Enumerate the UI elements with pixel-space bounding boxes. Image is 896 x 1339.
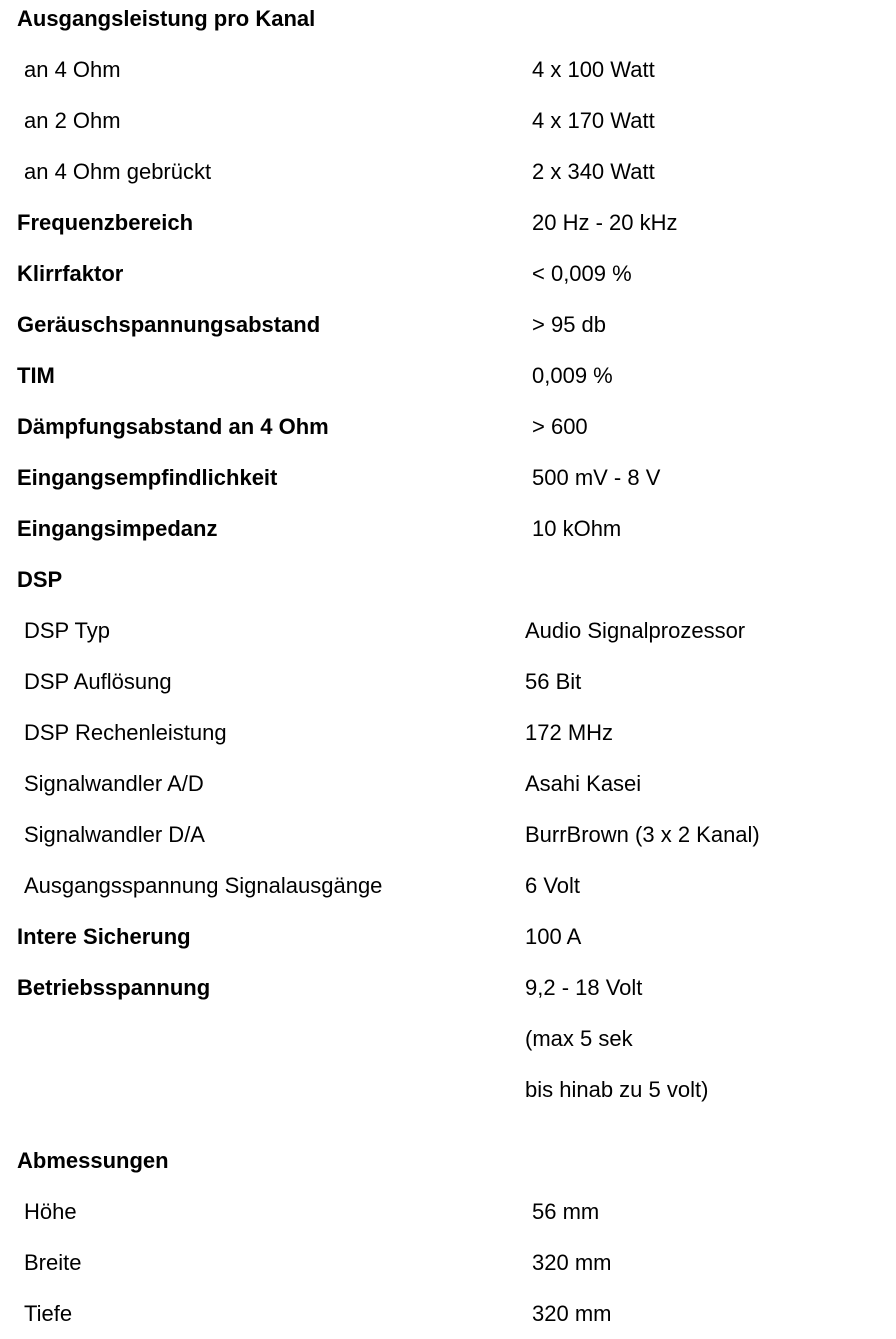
spec-row-converter-da: [0, 809, 896, 860]
spec-label: Intere Sicherung: [17, 924, 191, 949]
spec-row-2-ohm: [0, 95, 896, 146]
spec-row-converter-ad: [0, 758, 896, 809]
spec-value: 100 A: [525, 924, 582, 949]
spec-label: an 4 Ohm: [24, 57, 121, 82]
spec-row-dsp-header: [0, 554, 896, 605]
spec-row-width: [0, 1237, 896, 1288]
spec-row-internal-fuse: [0, 911, 896, 962]
spec-label: an 2 Ohm: [24, 108, 121, 133]
spec-value: 172 MHz: [525, 720, 614, 745]
spec-label: Signalwandler A/D: [24, 771, 204, 796]
spec-value: 9,2 - 18 Volt: [525, 975, 643, 1000]
spec-value: 6 Volt: [525, 873, 581, 898]
spec-value: 4 x 100 Watt: [532, 57, 655, 82]
spec-value: > 95 db: [532, 312, 607, 337]
spec-label: Dämpfungsabstand an 4 Ohm: [17, 414, 329, 439]
spec-label: DSP Auflösung: [24, 669, 172, 694]
spec-label: Ausgangsspannung Signalausgänge: [24, 873, 383, 898]
spec-label: Eingangsempfindlichkeit: [17, 465, 278, 490]
spec-value: Asahi Kasei: [525, 771, 642, 796]
spec-row-snr: [0, 299, 896, 350]
spec-row-input-sensitivity: [0, 452, 896, 503]
spec-row-depth: [0, 1288, 896, 1339]
spec-label: DSP Typ: [24, 618, 111, 643]
spec-label: Abmessungen: [17, 1148, 169, 1173]
spec-row-operating-voltage: [0, 962, 896, 1013]
spec-label: an 4 Ohm gebrückt: [24, 159, 212, 184]
spec-row-height: [0, 1186, 896, 1237]
spec-value: < 0,009 %: [532, 261, 632, 286]
spec-value: 0,009 %: [532, 363, 613, 388]
spec-label: Geräuschspannungsabstand: [17, 312, 321, 337]
spec-label: Eingangsimpedanz: [17, 516, 218, 541]
spec-row-output-power-header: [0, 0, 896, 44]
spec-row-tim: [0, 350, 896, 401]
spec-row-4-ohm: [0, 44, 896, 95]
spec-label: TIM: [17, 363, 55, 388]
spec-row-dsp-performance: [0, 707, 896, 758]
spec-value: 2 x 340 Watt: [532, 159, 655, 184]
spec-row-input-impedance: [0, 503, 896, 554]
spec-value: 20 Hz - 20 kHz: [532, 210, 678, 235]
spec-label: Tiefe: [24, 1301, 73, 1326]
spec-value: 10 kOhm: [532, 516, 622, 541]
spec-value: 56 mm: [532, 1199, 600, 1224]
spec-row-dsp-resolution: [0, 656, 896, 707]
spec-value: > 600: [532, 414, 588, 439]
spec-value: (max 5 sek: [525, 1026, 633, 1051]
spec-row-output-voltage: [0, 860, 896, 911]
spec-row-operating-voltage-note-1: [0, 1013, 896, 1064]
spec-value: 4 x 170 Watt: [532, 108, 655, 133]
spec-row-distortion: [0, 248, 896, 299]
spec-label: Klirrfaktor: [17, 261, 124, 286]
spec-value: 320 mm: [532, 1301, 612, 1326]
spec-label: Frequenzbereich: [17, 210, 194, 235]
spec-label: DSP: [17, 567, 63, 592]
spec-label: Höhe: [24, 1199, 77, 1224]
spec-label: Signalwandler D/A: [24, 822, 205, 847]
spec-row-4-ohm-bridged: [0, 146, 896, 197]
spec-row-frequency-range: [0, 197, 896, 248]
spec-label: Breite: [24, 1250, 82, 1275]
spec-row-dsp-type: [0, 605, 896, 656]
spec-row-dimensions-header: [0, 1135, 896, 1186]
spec-row-damping-factor: [0, 401, 896, 452]
spec-label: Betriebsspannung: [17, 975, 211, 1000]
spec-value: Audio Signalprozessor: [525, 618, 746, 643]
spec-value: 500 mV - 8 V: [532, 465, 661, 490]
spec-value: 56 Bit: [525, 669, 582, 694]
spec-value: 320 mm: [532, 1250, 612, 1275]
spec-row-operating-voltage-note-2: [0, 1064, 896, 1115]
spec-value: bis hinab zu 5 volt): [525, 1077, 709, 1102]
spec-value: BurrBrown (3 x 2 Kanal): [525, 822, 760, 847]
spec-label: DSP Rechenleistung: [24, 720, 227, 745]
spec-label: Ausgangsleistung pro Kanal: [17, 6, 316, 31]
